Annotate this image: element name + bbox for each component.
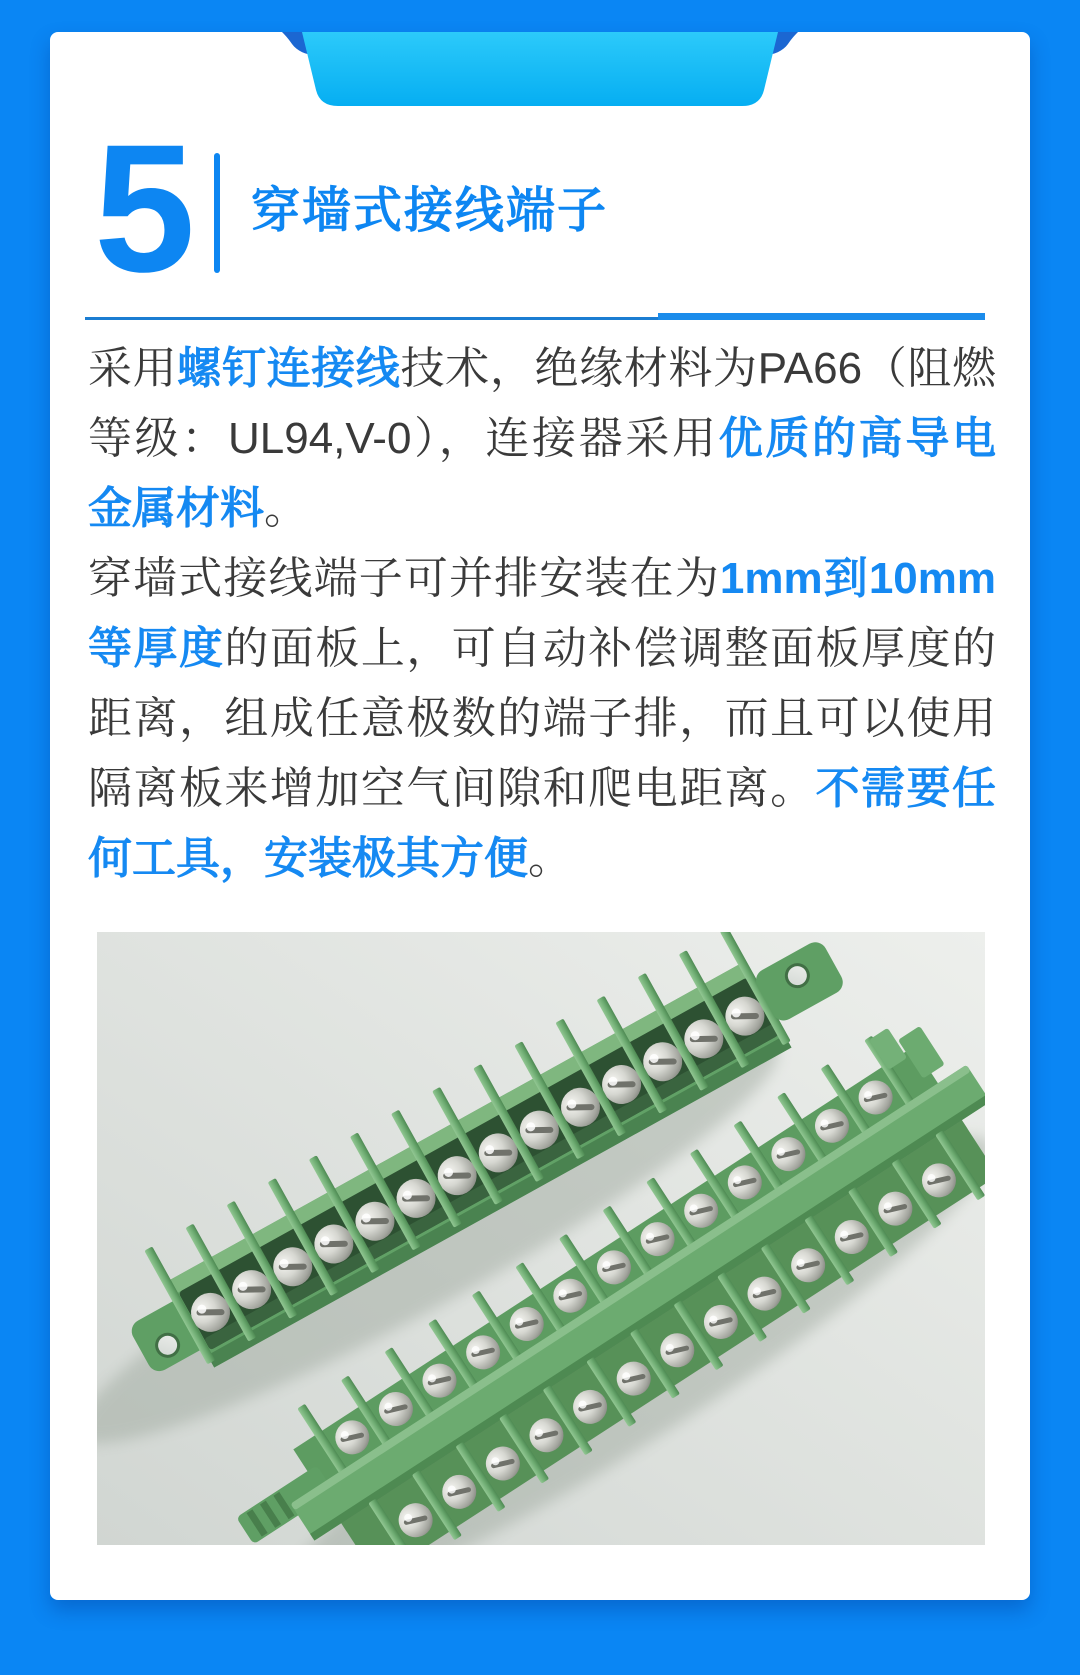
text-segment: 穿墙式接线端子可并排安装在为 [88, 554, 720, 603]
text-segment: 的面板上，可自动补偿调整面板厚度的距离，组成任意极数的端子排，而且可以使用隔离板来增加空气间隙和爬电距离。 [88, 624, 996, 813]
highlight-segment: 优质的高导电金属材料 [88, 414, 996, 533]
top-ribbon-tab [282, 32, 798, 110]
terminal-blocks-illustration [97, 932, 985, 1545]
text-segment: 技术，绝缘材料为PA66（阻燃等级：UL94,V-0），连接器采用 [88, 344, 997, 463]
paragraph-2 [88, 544, 996, 894]
highlight-segment: 不需要任何工具，安装极其方便 [88, 764, 996, 883]
text-segment: 采用 [88, 344, 178, 393]
product-photo [97, 932, 985, 1545]
text-segment: 。 [528, 834, 572, 883]
highlight-segment: 螺钉连接线 [177, 344, 401, 393]
section-title: 穿墙式接线端子 [251, 184, 609, 238]
paragraph-1 [88, 334, 996, 544]
text-segment: 。 [264, 484, 308, 533]
tab-body [302, 32, 778, 106]
rule-thick-segment [658, 313, 985, 320]
rule-thin-segment [85, 317, 658, 320]
content-card [50, 32, 1030, 1600]
section-number: 5 [94, 106, 192, 310]
highlight-segment: 1mm到10mm等厚度 [88, 554, 997, 673]
header-divider-bar [214, 153, 220, 273]
description-text [88, 334, 996, 894]
